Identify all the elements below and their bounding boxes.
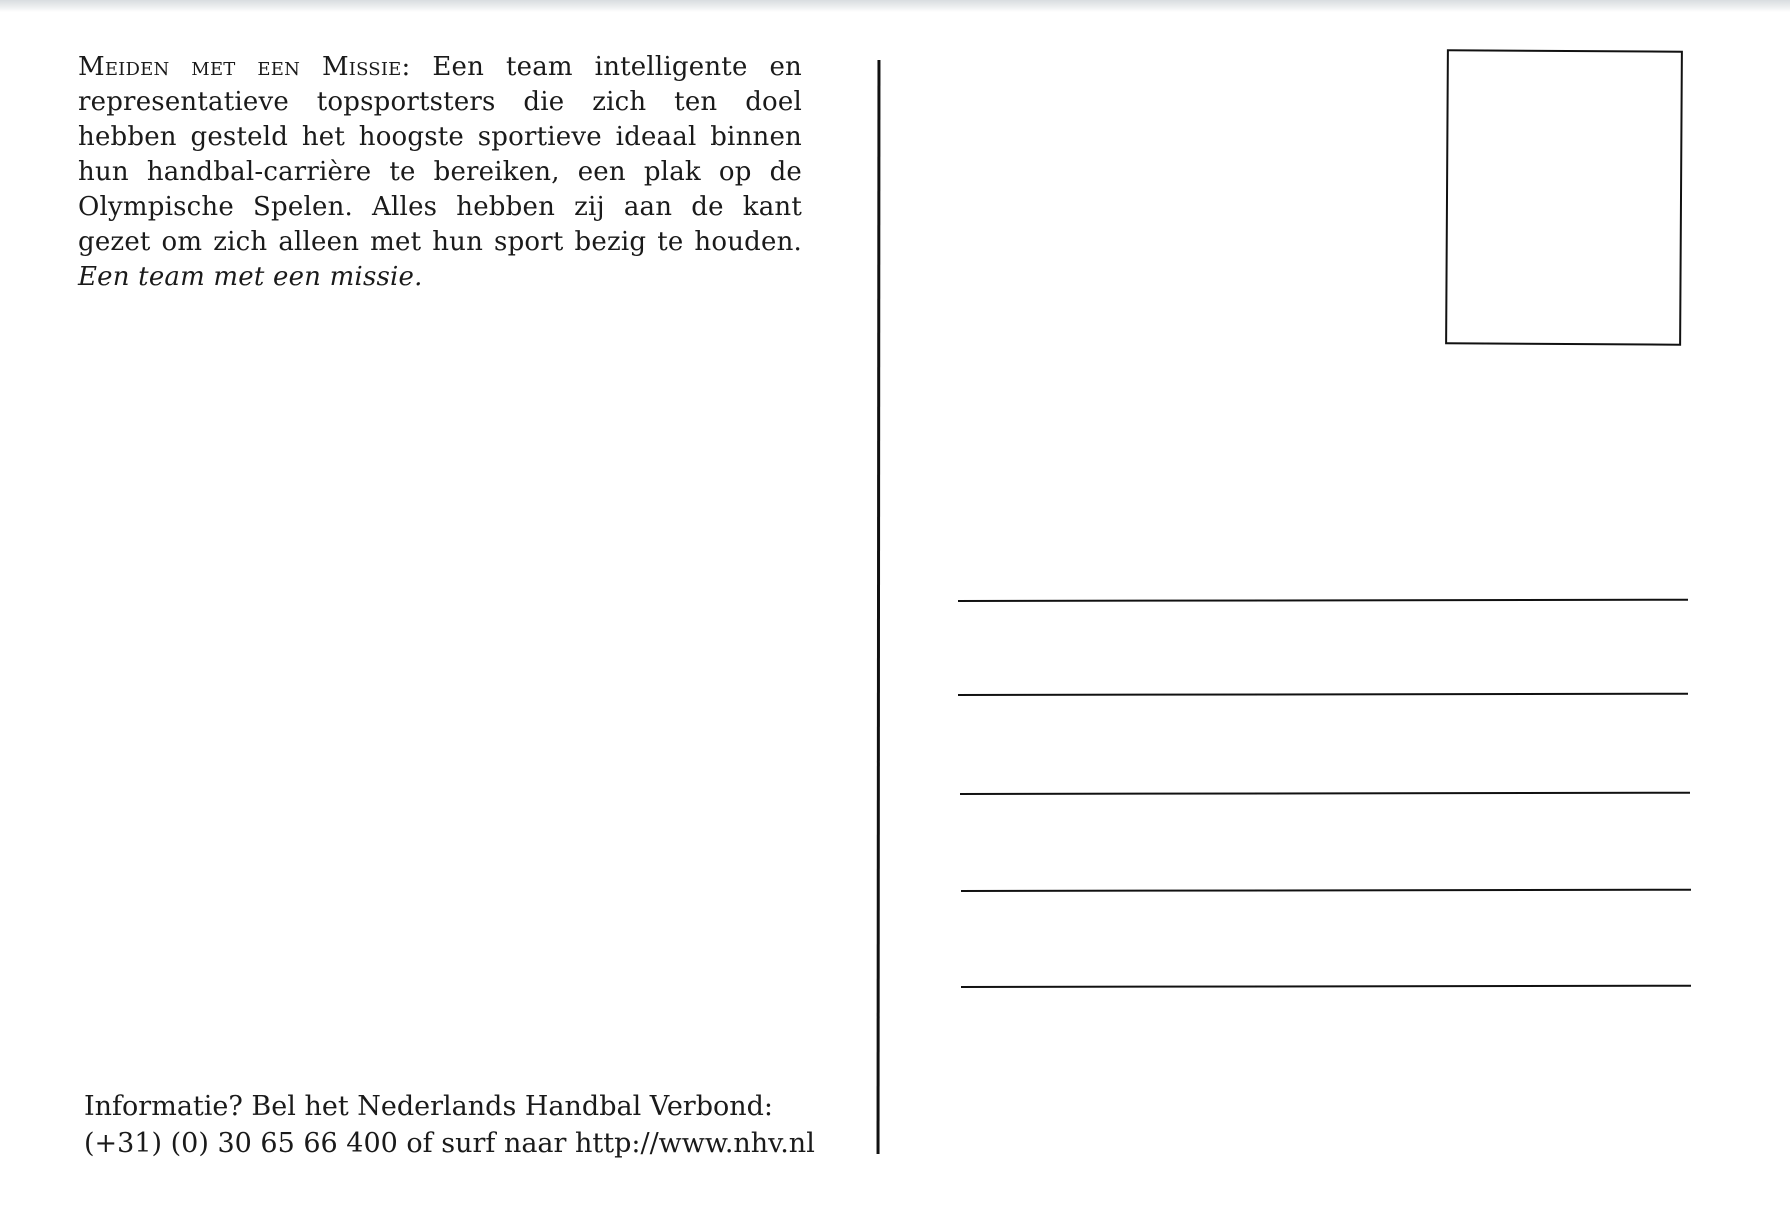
contact-info-line-1: Informatie? Bel het Nederlands Handbal Verbond: [84,1091,774,1122]
scan-edge [0,0,1790,12]
address-line-2 [958,693,1688,696]
message-lead: Meiden met een Missie: [78,52,411,82]
address-line-1 [958,599,1688,602]
message-closing: Een team met een missie. [78,262,423,292]
center-divider [877,60,881,1154]
contact-info-line-2: (+31) (0) 30 65 66 400 of surf naar http://www.nhv.nl [84,1128,815,1159]
stamp-box [1445,49,1683,345]
address-line-4 [961,889,1691,892]
contact-info [84,1088,815,1162]
address-line-5 [961,985,1691,988]
message-text [78,50,802,295]
message-body: Een team intelligente en representatieve topsportsters die zich ten doel hebben gesteld het hoogste sportieve ideaal binnen hun handbal-carrière te bereiken, een plak op de Olympische Spelen. Alles hebben zij aan de kant gezet om zich alleen met hun sport bezig te houden. [78,52,802,257]
address-line-3 [960,792,1690,795]
